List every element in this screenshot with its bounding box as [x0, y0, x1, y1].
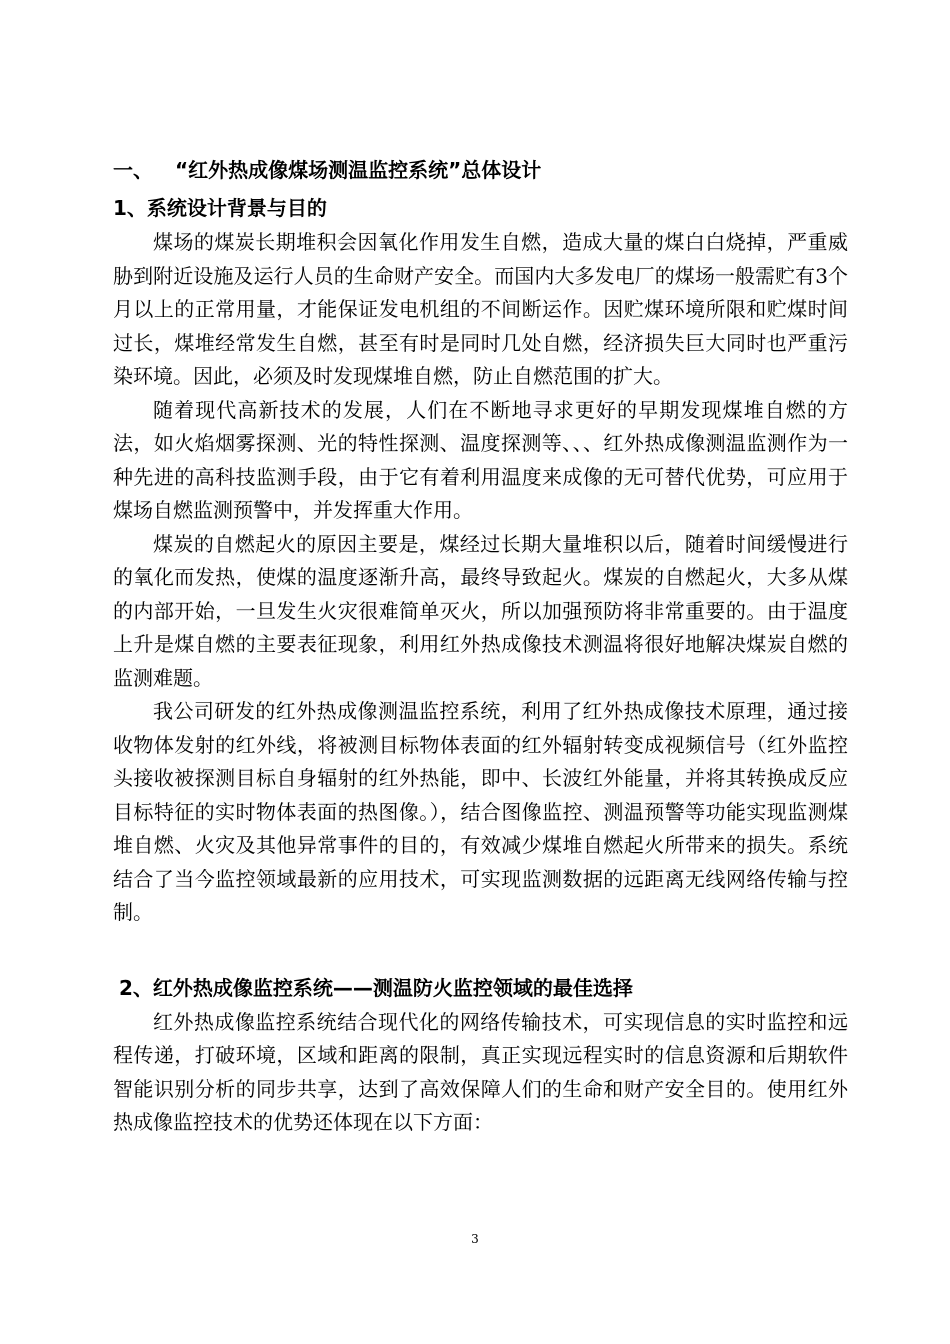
subsection-heading-2: 2、红外热成像监控系统——测温防火监控领域的最佳选择 — [119, 975, 633, 1000]
section-title: “红外热成像煤场测温监控系统”总体设计 — [175, 158, 542, 182]
subsection-heading-1: 1、系统设计背景与目的 — [113, 196, 327, 220]
paragraph-5: 红外热成像监控系统结合现代化的网络传输技术，可实现信息的实时监控和远程传递，打破环境，区域和距离的限制，真正实现远程实时的信息资源和后期软件智能识别分析的同步共享，达到了高效保障人们的生命和财产安全目的。使用红外热成像监控技术的优势还体现在以下方面： — [113, 1009, 848, 1134]
page-number: 3 — [471, 1232, 479, 1246]
paragraph-4: 我公司研发的红外热成像测温监控系统，利用了红外热成像技术原理，通过接收物体发射的红外线，将被测目标物体表面的红外辐射转变成视频信号（红外监控头接收被探测目标自身辐射的红外热能，即中、长波红外能量，并将其转换成反应目标特征的实时物体表面的热图像。），结合图像监控、测温预警等功能实现监测煤堆自燃、火灾及其他异常事件的目的，有效减少煤堆自燃起火所带来的损失。系统结合了当今监控领域最新的应用技术，可实现监测数据的远距离无线网络传输与控制。 — [113, 699, 848, 924]
paragraph-1: 煤场的煤炭长期堆积会因氧化作用发生自燃，造成大量的煤白白烧掉，严重威胁到附近设施及运行人员的生命财产安全。而国内大多发电厂的煤场一般需贮有3个月以上的正常用量，才能保证发电机组的不间断运作。因贮煤环境所限和贮煤时间过长，煤堆经常发生自燃，甚至有时是同时几处自燃，经济损失巨大同时也严重污染环境。因此，必须及时发现煤堆自燃，防止自燃范围的扩大。 — [113, 230, 848, 388]
section-heading — [113, 150, 848, 190]
section-number: 一、 — [113, 158, 153, 182]
document-body — [113, 150, 848, 1140]
paragraph-2: 随着现代高新技术的发展，人们在不断地寻求更好的早期发现煤堆自燃的方法，如火焰烟雾探测、光的特性探测、温度探测等、、、红外热成像测温监测作为一种先进的高科技监测手段，由于它有着利用温度来成像的无可替代优势，可应用于煤场自燃监测预警中，并发挥重大作用。 — [113, 397, 848, 522]
paragraph-3: 煤炭的自燃起火的原因主要是，煤经过长期大量堆积以后，随着时间缓慢进行的氧化而发热，使煤的温度逐渐升高，最终导致起火。煤炭的自燃起火，大多从煤的内部开始，一旦发生火灾很难简单灭火，所以加强预防将非常重要的。由于温度上升是煤自燃的主要表征现象，利用红外热成像技术测温将很好地解决煤炭自燃的监测难题。 — [113, 531, 848, 690]
